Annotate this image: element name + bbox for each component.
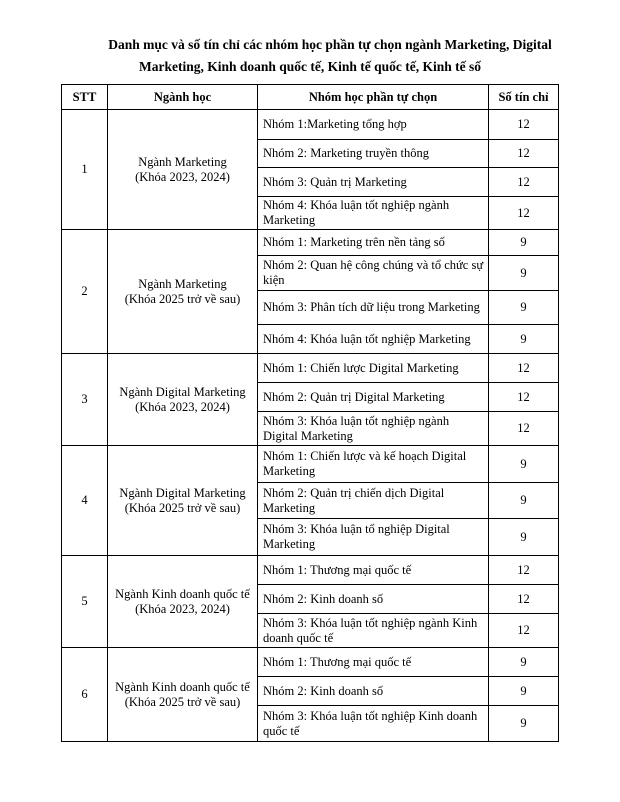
credits-cell: 12 [489,110,559,140]
elective-group-cell: Nhóm 1: Thương mại quốc tế [258,556,489,585]
elective-group-cell: Nhóm 2: Quan hệ công chúng và tổ chức sự kiện [258,256,489,291]
credits-cell: 9 [489,677,559,706]
table-row [62,354,559,383]
major-cell [108,110,258,230]
major-cell [108,446,258,556]
major-cohort: (Khóa 2025 trở về sau) [124,291,241,306]
major-name: Ngành Marketing [138,154,227,169]
elective-group-cell: Nhóm 3: Phân tích dữ liệu trong Marketing [258,291,489,325]
title-line-1: Danh mục và số tín chỉ các nhóm học phần tự chọn ngành Marketing, Digital [108,37,552,52]
credits-cell: 9 [489,446,559,483]
credits-cell: 9 [489,648,559,677]
credits-cell: 12 [489,354,559,383]
header-major: Ngành học [108,85,258,110]
credits-cell: 9 [489,706,559,742]
elective-group-cell: Nhóm 3: Quản trị Marketing [258,168,489,197]
credits-cell: 9 [489,325,559,354]
major-cell [108,556,258,648]
credits-cell: 12 [489,556,559,585]
elective-group-cell: Nhóm 2: Quản trị Digital Marketing [258,383,489,412]
major-name: Ngành Digital Marketing [119,485,246,500]
elective-group-cell: Nhóm 1: Marketing trên nền tảng số [258,230,489,256]
elective-group-cell: Nhóm 3: Khóa luận tố nghiệp Digital Marketing [258,519,489,556]
table-row [62,446,559,483]
header-elective-group: Nhóm học phần tự chọn [258,85,489,110]
elective-group-cell: Nhóm 3: Khóa luận tốt nghiệp Kinh doanh quốc tế [258,706,489,742]
elective-group-cell: Nhóm 1: Thương mại quốc tế [258,648,489,677]
elective-group-cell: Nhóm 1: Chiến lược và kế hoạch Digital Marketing [258,446,489,483]
elective-group-cell: Nhóm 1: Chiến lược Digital Marketing [258,354,489,383]
major-cell [108,648,258,742]
elective-group-cell: Nhóm 4: Khóa luận tốt nghiệp Marketing [258,325,489,354]
credits-cell: 12 [489,168,559,197]
major-name: Ngành Digital Marketing [119,384,246,399]
major-cohort: (Khóa 2023, 2024) [135,399,230,414]
table-header-row [62,85,559,110]
table-row [62,648,559,677]
major-name: Ngành Marketing [138,276,227,291]
credits-cell: 9 [489,291,559,325]
elective-group-cell: Nhóm 2: Kinh doanh số [258,585,489,614]
elective-group-cell: Nhóm 3: Khóa luận tốt nghiệp ngành Kinh doanh quốc tế [258,614,489,648]
stt-cell: 4 [62,446,108,556]
header-credits: Số tín chỉ [489,85,559,110]
elective-group-cell: Nhóm 3: Khóa luận tốt nghiệp ngành Digital Marketing [258,412,489,446]
table-row [62,110,559,140]
elective-group-cell: Nhóm 2: Marketing truyền thông [258,140,489,168]
credits-cell: 12 [489,585,559,614]
major-cell [108,230,258,354]
title-line-2: Marketing, Kinh doanh quốc tế, Kinh tế quốc tế, Kinh tế số [138,59,482,74]
stt-cell: 2 [62,230,108,354]
credits-cell: 12 [489,412,559,446]
credits-cell: 12 [489,140,559,168]
elective-group-cell: Nhóm 1:Marketing tổng hợp [258,110,489,140]
table-row [62,556,559,585]
stt-cell: 1 [62,110,108,230]
major-cell [108,354,258,446]
major-name: Ngành Kinh doanh quốc tế [115,586,250,601]
credits-cell: 12 [489,383,559,412]
credits-cell: 12 [489,614,559,648]
elective-groups-table [61,84,559,742]
table-row [62,230,559,256]
stt-cell: 5 [62,556,108,648]
major-cohort: (Khóa 2023, 2024) [135,169,230,184]
stt-cell: 3 [62,354,108,446]
credits-cell: 9 [489,483,559,519]
elective-group-cell: Nhóm 4: Khóa luận tốt nghiệp ngành Marketing [258,197,489,230]
credits-cell: 9 [489,519,559,556]
elective-group-cell: Nhóm 2: Quản trị chiến dịch Digital Marketing [258,483,489,519]
major-name: Ngành Kinh doanh quốc tế [115,679,250,694]
credits-cell: 9 [489,230,559,256]
header-stt: STT [62,85,108,110]
stt-cell: 6 [62,648,108,742]
table-body [62,110,559,742]
major-cohort: (Khóa 2025 trở về sau) [124,694,241,709]
major-cohort: (Khóa 2025 trở về sau) [124,500,241,515]
credits-cell: 9 [489,256,559,291]
elective-group-cell: Nhóm 2: Kinh doanh số [258,677,489,706]
credits-cell: 12 [489,197,559,230]
major-cohort: (Khóa 2023, 2024) [135,601,230,616]
document-title [0,34,620,78]
